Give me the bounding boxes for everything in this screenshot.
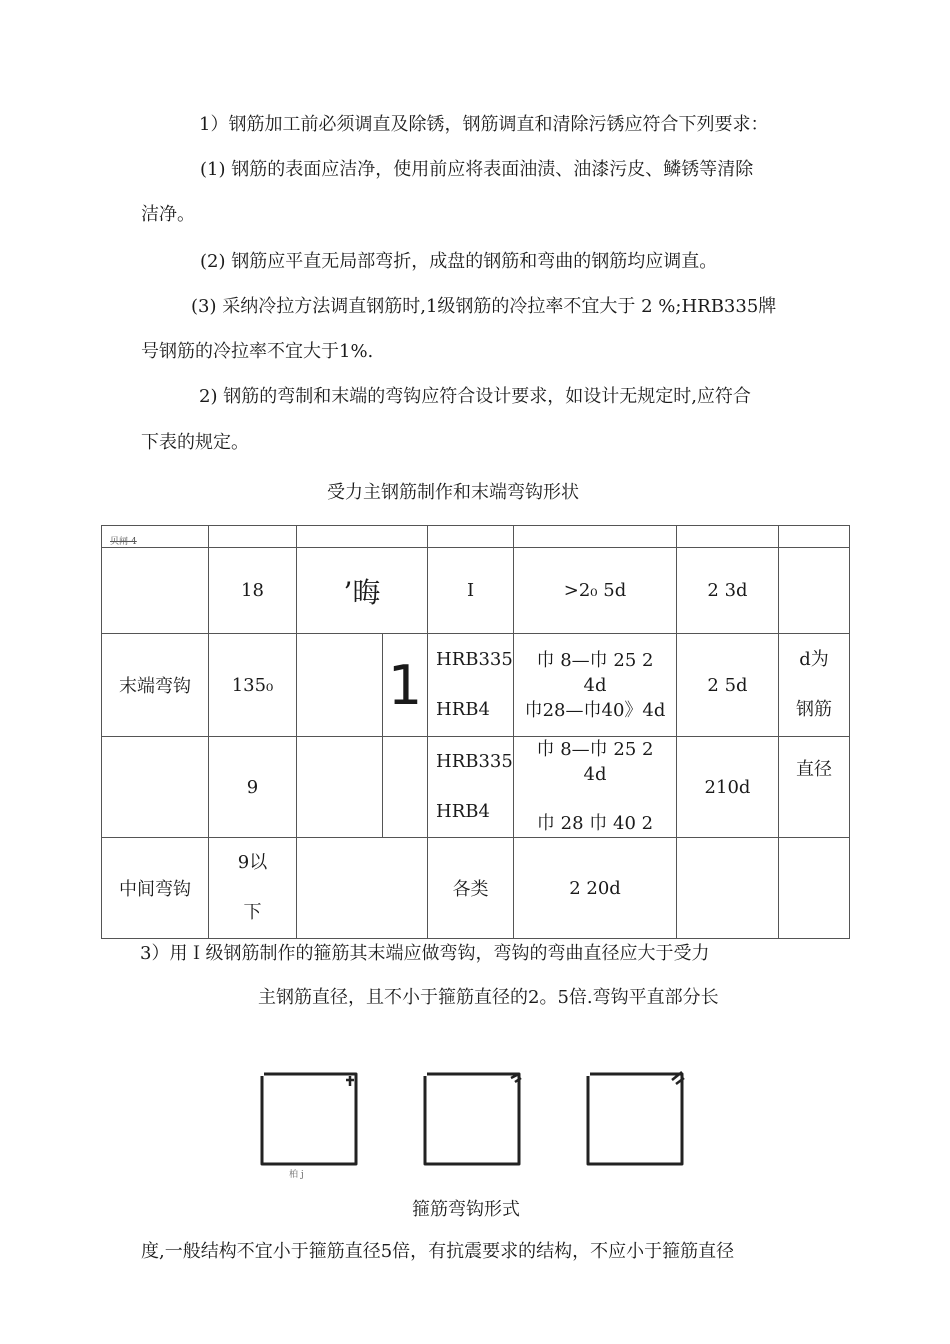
diameter-clip bbox=[514, 737, 676, 834]
bend-diameter-cell bbox=[514, 737, 677, 838]
paragraph-1: 1）钢筋加工前必须调直及除锈，钢筋调直和清除污锈应符合下列要求： bbox=[199, 114, 769, 135]
paragraph-5-line-1: 2) 钢筋的弯制和末端的弯钩应符合设计要求，如设计无规定时,应符合 bbox=[199, 386, 751, 407]
diameter-line: 巾 28 巾 40 2 bbox=[536, 813, 654, 834]
straight-length-cell bbox=[677, 838, 779, 939]
paragraph-3: (2) 钢筋应平直无局部弯折，成盘的钢筋和弯曲的钢筋均应调直。 bbox=[200, 251, 718, 272]
figure-caption: 箍筋弯钩形式 bbox=[412, 1199, 520, 1220]
figure-small-label: 柏 j bbox=[289, 1170, 304, 1180]
hook-shape-cell bbox=[297, 737, 383, 838]
bend-angle-cell: 135₀ bbox=[209, 634, 297, 737]
diameter-line: 4d bbox=[583, 764, 607, 785]
grade-line: HRB335 bbox=[436, 649, 513, 670]
header-small-text: 贝闸-4 bbox=[110, 537, 137, 547]
paragraph-5-line-2: 下表的规定。 bbox=[141, 432, 249, 453]
hook-shape-cell bbox=[383, 634, 428, 737]
bend-angle-cell: 18 bbox=[209, 548, 297, 634]
grade-line: HRB4 bbox=[436, 699, 490, 720]
table-header-cell bbox=[428, 526, 514, 548]
diameter-line: 巾 8—巾 25 2 bbox=[536, 649, 654, 671]
table-row bbox=[102, 548, 850, 634]
hook-shape-cell bbox=[297, 838, 428, 939]
bend-angle-cell bbox=[209, 838, 297, 939]
hook-type-cell: 中间弯钩 bbox=[102, 838, 209, 939]
rebar-grade-cell bbox=[428, 737, 514, 838]
note-line: d为 bbox=[799, 649, 829, 670]
stirrup-figure-3 bbox=[584, 1070, 689, 1170]
paragraph-4-line-1: (3) 采纳冷拉方法调直钢筋时,1级钢筋的冷拉率不宜大于 2 %;HRB335牌 bbox=[191, 296, 777, 317]
hook-shape-glyph: ’晦 bbox=[343, 575, 381, 609]
angle-line: 下 bbox=[243, 902, 262, 923]
table-header-cell bbox=[102, 526, 209, 548]
grade-line: HRB4 bbox=[436, 801, 490, 822]
rebar-grade-cell: I bbox=[428, 548, 514, 634]
table-header-row bbox=[102, 526, 850, 548]
paragraph-6-line-2: 主钢筋直径，且不小于箍筋直径的2。5倍.弯钩平直部分长 bbox=[258, 987, 719, 1008]
paragraph-4-line-2: 号钢筋的冷拉率不宜大于1%. bbox=[141, 341, 374, 362]
straight-length-cell: 210d bbox=[677, 737, 779, 838]
hook-shape-glyph: 1 bbox=[387, 653, 423, 717]
rebar-hook-table bbox=[101, 525, 850, 939]
table-header-cell bbox=[209, 526, 297, 548]
paragraph-2-line-2: 洁净。 bbox=[141, 204, 195, 225]
rebar-grade-cell bbox=[428, 634, 514, 737]
note-line: 钢筋 bbox=[796, 699, 832, 720]
hook-shape-cell bbox=[297, 548, 428, 634]
hook-shape-cell bbox=[297, 634, 383, 737]
table-header-cell bbox=[677, 526, 779, 548]
hook-type-cell bbox=[102, 737, 209, 838]
table-header-cell bbox=[514, 526, 677, 548]
table-row bbox=[102, 838, 850, 939]
paragraph-6-line-1: 3）用Ｉ级钢筋制作的箍筋其末端应做弯钩，弯钩的弯曲直径应大于受力 bbox=[140, 943, 710, 964]
stirrup-figure-1 bbox=[258, 1070, 363, 1170]
table-row bbox=[102, 634, 850, 737]
stirrup-figure-2 bbox=[421, 1070, 526, 1170]
bend-diameter-cell: >2₀ 5d bbox=[514, 548, 677, 634]
straight-length-cell: 2 3d bbox=[677, 548, 779, 634]
hook-type-cell: 末端弯钩 bbox=[102, 634, 209, 737]
table-header-cell bbox=[779, 526, 850, 548]
table-header-cell bbox=[297, 526, 428, 548]
bend-angle-cell: 9 bbox=[209, 737, 297, 838]
note-cell bbox=[779, 838, 850, 939]
note-cell bbox=[779, 548, 850, 634]
rebar-grade-cell: 各类 bbox=[428, 838, 514, 939]
diameter-line: 4d bbox=[583, 674, 607, 696]
angle-line: 9以 bbox=[237, 852, 268, 873]
bend-diameter-cell: 2 20d bbox=[514, 838, 677, 939]
note-cell: 直径 bbox=[779, 737, 850, 838]
note-cell bbox=[779, 634, 850, 737]
table-row bbox=[102, 737, 850, 838]
hook-type-cell bbox=[102, 548, 209, 634]
straight-length-cell: 2 5d bbox=[677, 634, 779, 737]
grade-line: HRB335 bbox=[436, 751, 513, 772]
paragraph-7: 度,一般结构不宜小于箍筋直径5倍，有抗震要求的结构，不应小于箍筋直径 bbox=[141, 1241, 735, 1262]
paragraph-2-line-1: (1) 钢筋的表面应洁净，使用前应将表面油渍、油漆污皮、鳞锈等清除 bbox=[200, 159, 754, 180]
hook-shape-cell bbox=[383, 737, 428, 838]
bend-diameter-cell bbox=[514, 634, 677, 737]
table-title: 受力主钢筋制作和末端弯钩形状 bbox=[327, 482, 579, 503]
diameter-line: 巾 8—巾 25 2 bbox=[536, 739, 654, 760]
diameter-line: 巾28—巾40》4d bbox=[524, 699, 666, 721]
